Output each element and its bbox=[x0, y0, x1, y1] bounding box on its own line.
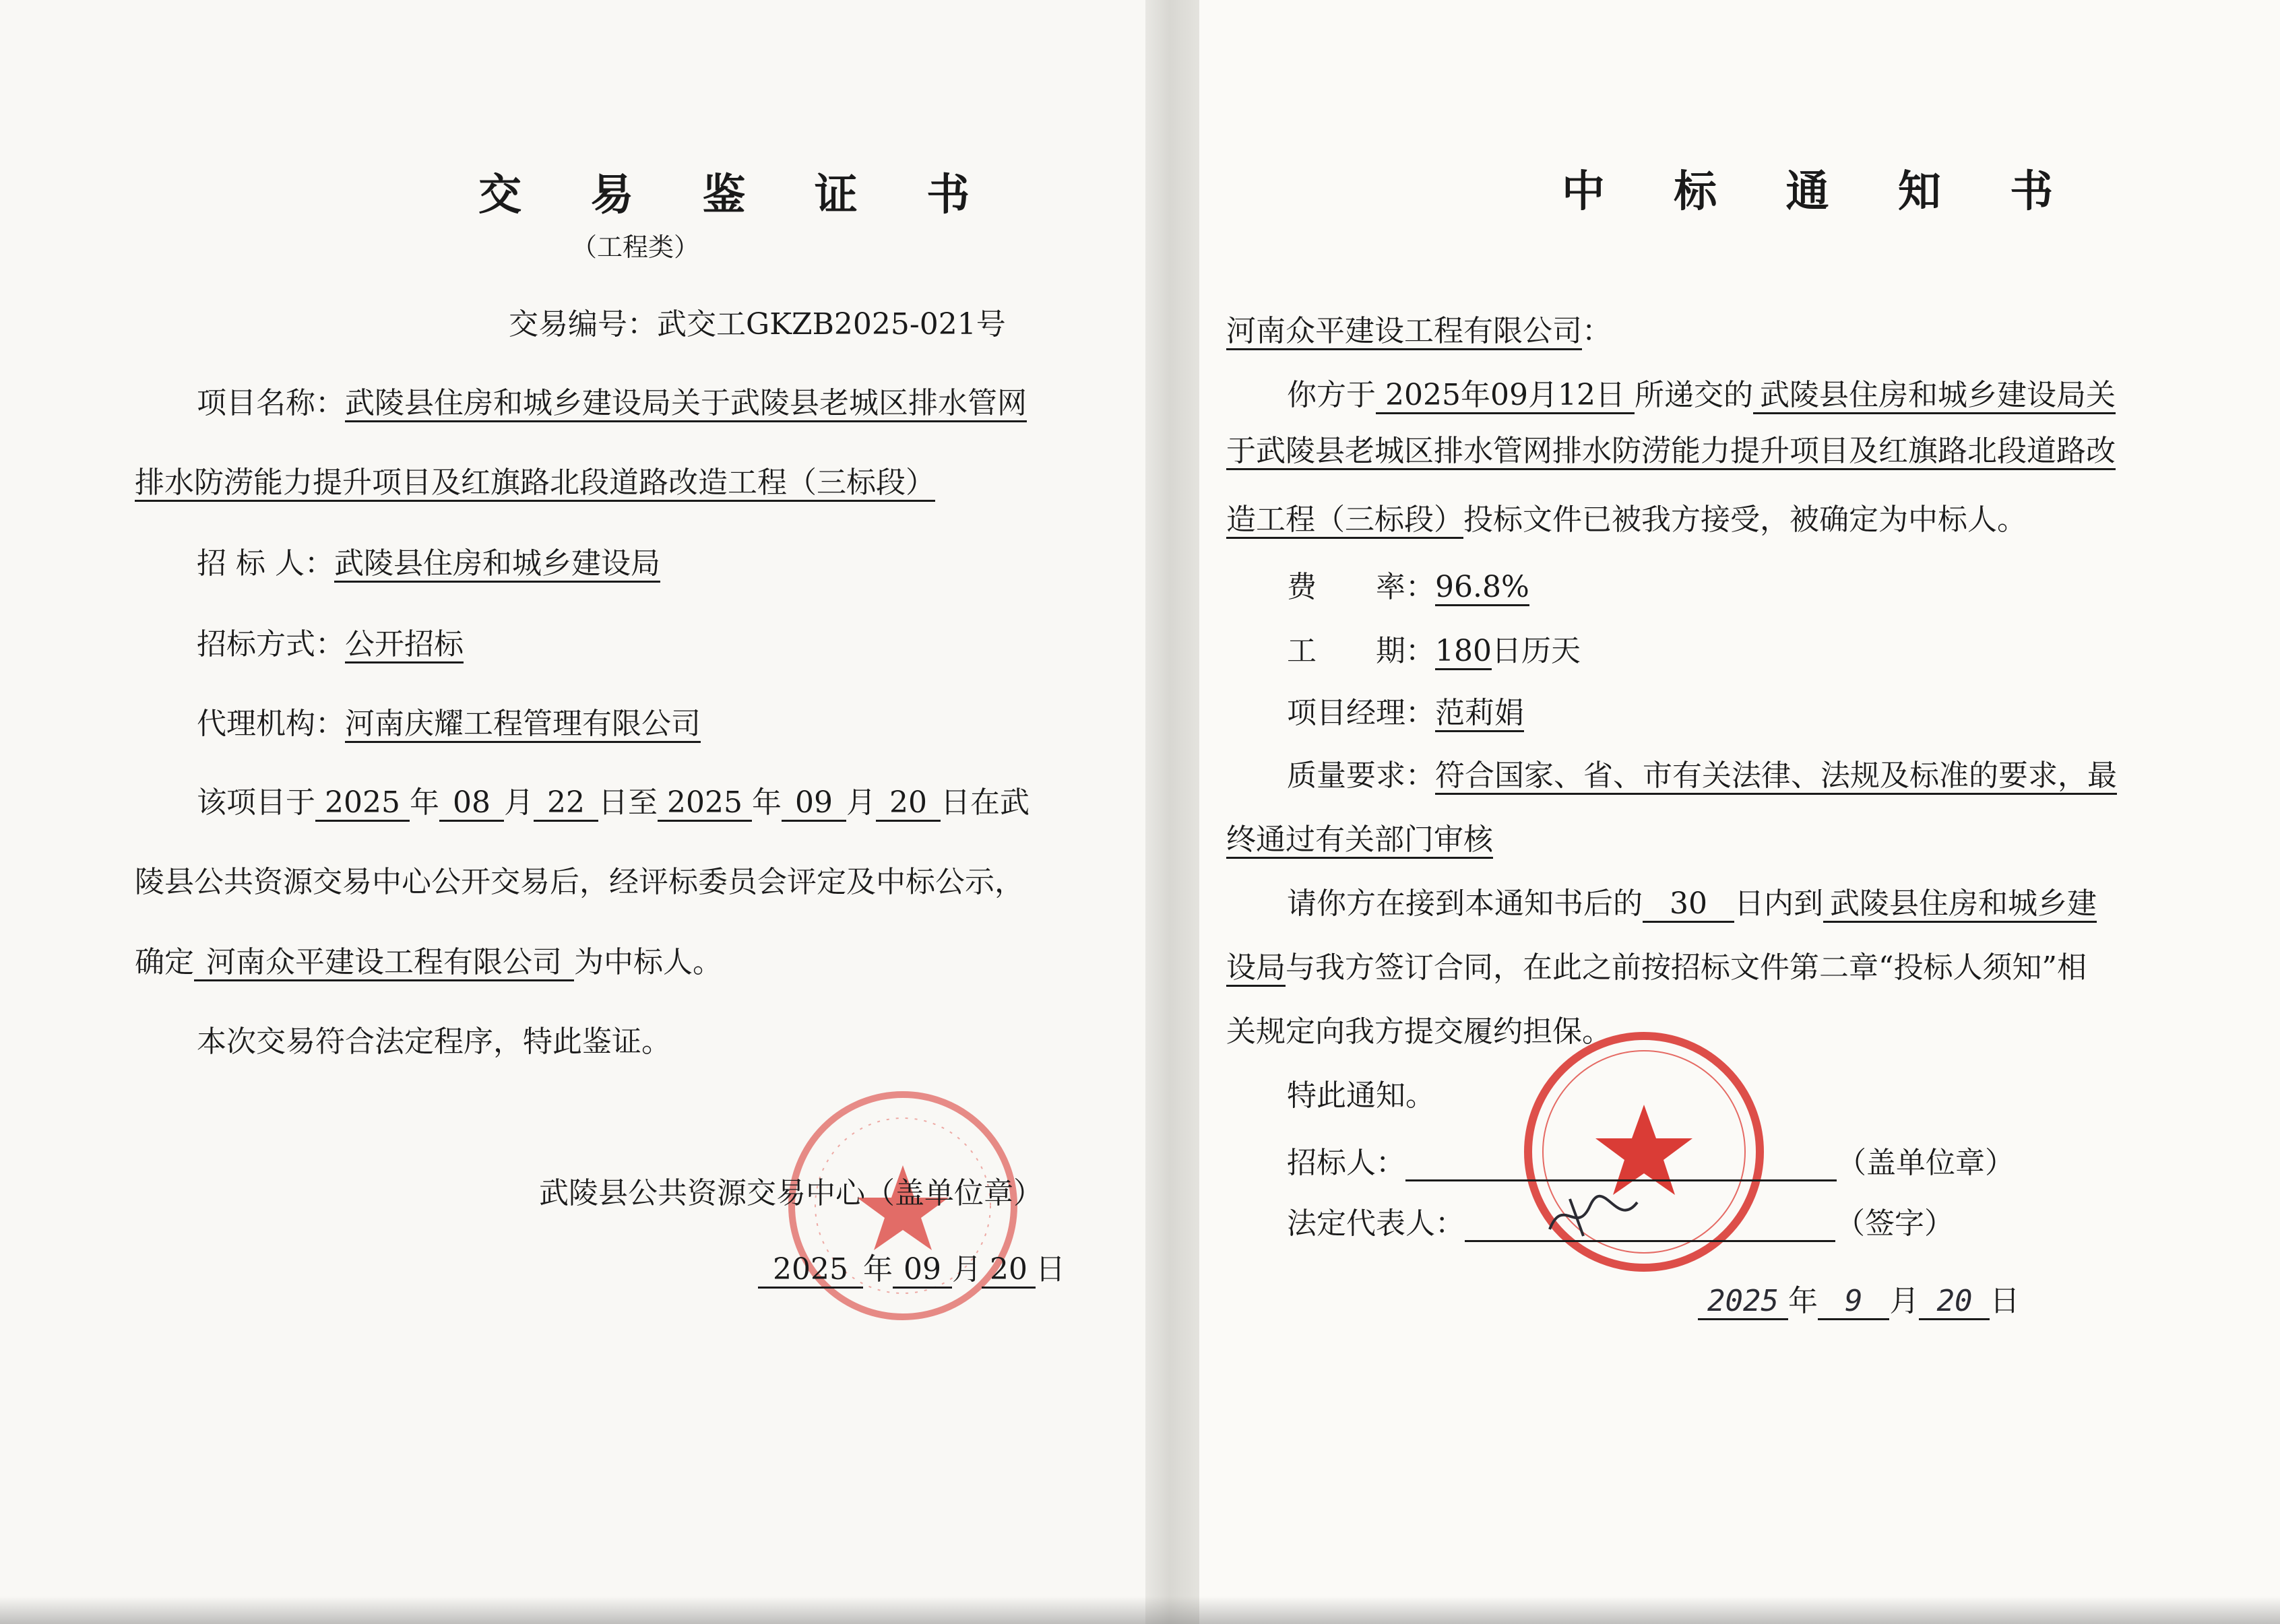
trade-result-line2: 陵县公共资源交易中心公开交易后，经评标委员会评定及中标公示， bbox=[135, 865, 1024, 899]
left-title: 交 易 鉴 证 书 bbox=[478, 170, 997, 220]
project-name-line2-row bbox=[135, 465, 935, 502]
start-month: 08 bbox=[439, 786, 504, 822]
start-month-unit: 月 bbox=[503, 785, 534, 820]
quality-label: 质量要求： bbox=[1287, 758, 1435, 793]
end-day-unit: 日在武 bbox=[940, 785, 1030, 820]
handwritten-signature bbox=[1543, 1189, 1644, 1243]
start-day: 22 bbox=[534, 786, 598, 822]
end-month: 09 bbox=[782, 786, 846, 822]
end-month-unit: 月 bbox=[846, 785, 876, 820]
project-name-part1: 武陵县住房和城乡建设局关 bbox=[1753, 379, 2116, 414]
tenderer-sign-note: （盖单位章） bbox=[1837, 1146, 2015, 1180]
quality-row bbox=[1287, 758, 2117, 795]
method-label: 招标方式： bbox=[197, 627, 345, 661]
right-title: 中 标 通 知 书 bbox=[1562, 167, 2081, 217]
rate-value: 96.8% bbox=[1435, 571, 1529, 606]
tenderer-row bbox=[197, 546, 660, 583]
notice-line3 bbox=[1226, 502, 2027, 539]
start-day-unit: 日至 bbox=[598, 785, 658, 820]
notice-prefix: 你方于 bbox=[1287, 378, 1376, 412]
end-day: 20 bbox=[876, 786, 941, 822]
representative-label: 法定代表人： bbox=[1287, 1206, 1465, 1241]
left-date-month-unit: 月 bbox=[951, 1252, 982, 1287]
trade-number: 交易编号：武交工GKZB2025-021号 bbox=[509, 307, 1006, 342]
rate-row bbox=[1287, 569, 1529, 606]
notice-line2 bbox=[1226, 433, 2116, 470]
end-year: 2025 bbox=[658, 786, 752, 822]
submission-date: 2025年09月12日 bbox=[1376, 379, 1635, 414]
contract-prefix: 请你方在接到本通知书后的 bbox=[1287, 886, 1643, 921]
project-name-row bbox=[197, 385, 1027, 422]
contract-line2 bbox=[1226, 950, 2087, 987]
start-year: 2025 bbox=[315, 786, 410, 822]
manager-name: 范莉娟 bbox=[1435, 696, 1524, 732]
winner-name: 河南众平建设工程有限公司 bbox=[194, 946, 574, 981]
method-value: 公开招标 bbox=[345, 628, 464, 663]
contract-terms: 与我方签订合同，在此之前按招标文件第二章“投标人须知”相 bbox=[1286, 950, 2087, 985]
right-date-year: 2025 bbox=[1698, 1285, 1788, 1320]
tenderer-sign-label: 招标人： bbox=[1287, 1146, 1405, 1180]
notice-line1 bbox=[1287, 377, 2116, 414]
contract-place-part2: 设局 bbox=[1226, 951, 1286, 987]
winner-suffix: 为中标人。 bbox=[574, 945, 722, 979]
acceptance-text: 投标文件已被我方接受，被确定为中标人。 bbox=[1463, 502, 2027, 537]
agency-row bbox=[197, 706, 701, 743]
representative-sign-line bbox=[1465, 1210, 1835, 1242]
rate-label: 费 率： bbox=[1287, 570, 1435, 604]
trade-period-prefix: 该项目于 bbox=[197, 785, 315, 820]
contract-days: 30 bbox=[1643, 887, 1734, 923]
page-fold bbox=[1145, 0, 1199, 1624]
right-page-award-notice bbox=[1199, 0, 2280, 1624]
agency-label: 代理机构： bbox=[197, 707, 345, 741]
quality-row2 bbox=[1226, 822, 1493, 859]
agency-value: 河南庆耀工程管理有限公司 bbox=[345, 707, 701, 743]
submission-verb: 所递交的 bbox=[1634, 378, 1753, 412]
contract-days-unit: 日内到 bbox=[1734, 886, 1823, 921]
left-date-year-unit: 年 bbox=[862, 1252, 893, 1287]
contract-line3: 关规定向我方提交履约担保。 bbox=[1226, 1014, 1612, 1049]
period-unit: 日历天 bbox=[1491, 634, 1581, 668]
tenderer-sign-row bbox=[1287, 1145, 2015, 1181]
manager-row bbox=[1287, 695, 1524, 732]
contract-line1 bbox=[1287, 886, 2097, 923]
notice-closing: 特此通知。 bbox=[1287, 1078, 1435, 1113]
right-date-day: 20 bbox=[1919, 1285, 1990, 1320]
left-subtitle: （工程类） bbox=[571, 232, 700, 262]
addressee-colon: ： bbox=[1582, 314, 1612, 348]
scan-edge-shadow bbox=[0, 1596, 2280, 1624]
period-number: 180 bbox=[1435, 635, 1492, 670]
right-date-row bbox=[1698, 1283, 2019, 1320]
addressee-row bbox=[1226, 313, 1612, 350]
tenderer-value: 武陵县住房和城乡建设局 bbox=[334, 547, 660, 583]
winner-row bbox=[135, 944, 722, 981]
end-year-unit: 年 bbox=[751, 785, 782, 820]
certification-statement: 本次交易符合法定程序，特此鉴证。 bbox=[197, 1025, 671, 1059]
period-row bbox=[1287, 633, 1581, 670]
right-date-year-unit: 年 bbox=[1787, 1284, 1818, 1318]
quality-line2: 终通过有关部门审核 bbox=[1226, 823, 1493, 859]
left-date-day: 20 bbox=[982, 1253, 1036, 1289]
left-date-year: 2025 bbox=[758, 1253, 863, 1289]
tenderer-sign-line bbox=[1405, 1150, 1837, 1181]
project-label: 项目名称： bbox=[197, 386, 345, 420]
project-name-line1: 武陵县住房和城乡建设局关于武陵县老城区排水管网 bbox=[345, 387, 1027, 422]
start-year-unit: 年 bbox=[409, 785, 439, 820]
representative-note: （签字） bbox=[1835, 1206, 1954, 1241]
left-date-day-unit: 日 bbox=[1035, 1252, 1065, 1287]
issuer: 武陵县公共资源交易中心（盖单位章） bbox=[539, 1176, 1043, 1210]
quality-line1: 符合国家、省、市有关法律、法规及标准的要求，最 bbox=[1435, 759, 2117, 795]
trade-period-row bbox=[197, 785, 1030, 822]
manager-label: 项目经理： bbox=[1287, 696, 1435, 730]
right-date-month-unit: 月 bbox=[1889, 1284, 1920, 1318]
addressee: 河南众平建设工程有限公司 bbox=[1226, 315, 1582, 350]
project-name-line2: 排水防涝能力提升项目及红旗路北段道路改造工程（三标段） bbox=[135, 466, 935, 502]
left-date-row bbox=[758, 1252, 1065, 1289]
project-name-part2: 于武陵县老城区排水管网排水防涝能力提升项目及红旗路北段道路改 bbox=[1226, 434, 2116, 470]
contract-place-part1: 武陵县住房和城乡建 bbox=[1823, 887, 2097, 923]
right-date-day-unit: 日 bbox=[1990, 1284, 2020, 1318]
winner-prefix: 确定 bbox=[135, 945, 194, 979]
project-name-part3: 造工程（三标段） bbox=[1226, 503, 1463, 539]
left-date-month: 09 bbox=[893, 1253, 952, 1289]
period-label: 工 期： bbox=[1287, 634, 1435, 668]
tenderer-label: 招 标 人： bbox=[197, 546, 334, 581]
right-date-month: 9 bbox=[1818, 1285, 1890, 1320]
method-row bbox=[197, 626, 464, 663]
